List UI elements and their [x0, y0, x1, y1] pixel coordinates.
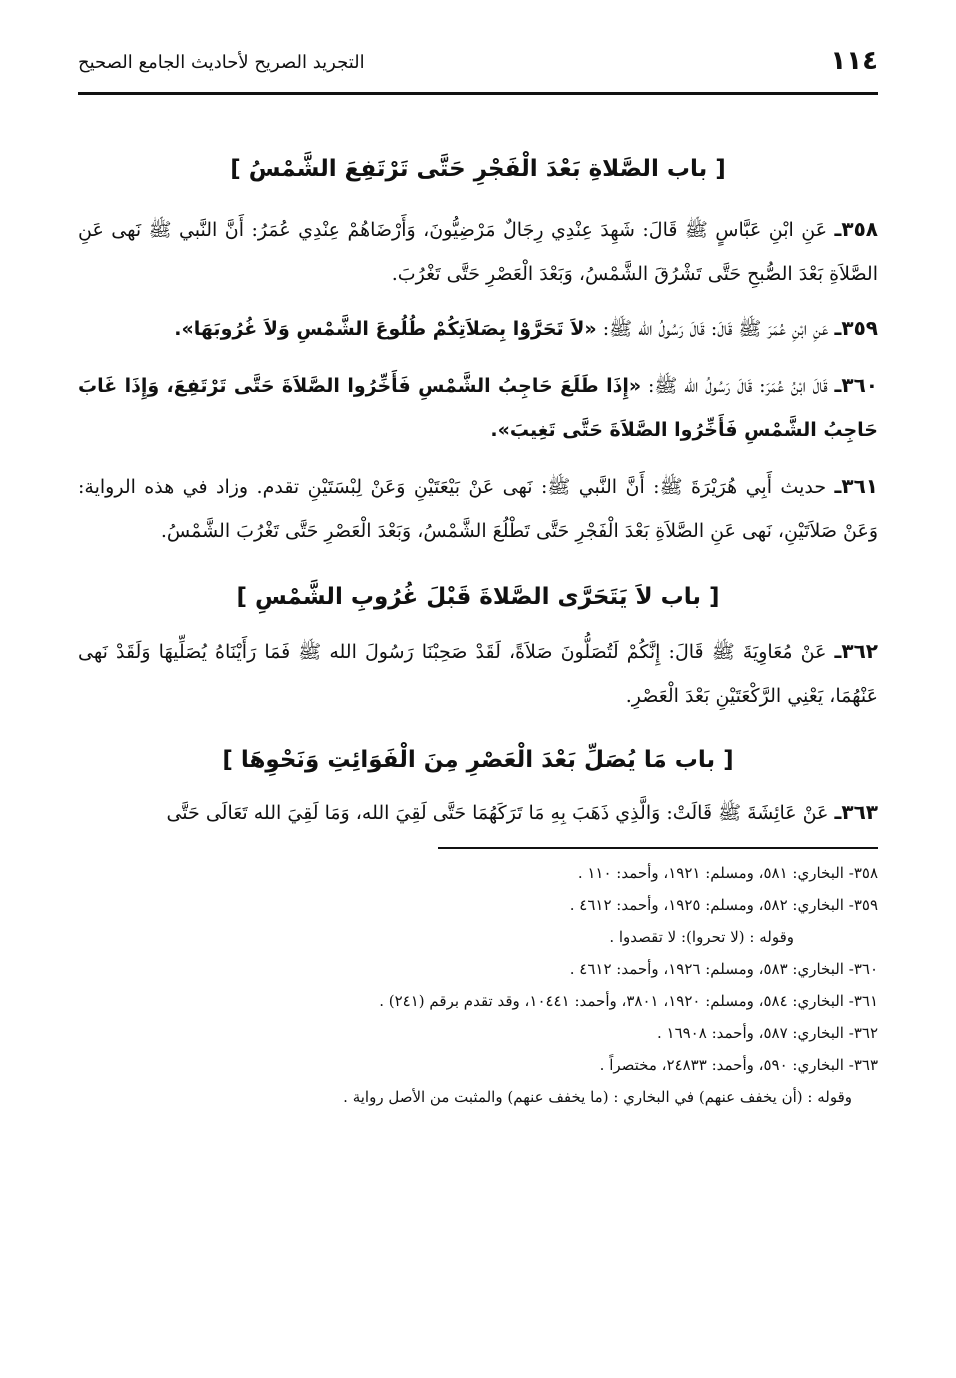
footnote: ٣٥٨- البخاري: ٥٨١، ومسلم: ١٩٢١، وأحمد: ١١٠ . [577, 864, 878, 882]
hadith-text: عَنْ عَائِشَةَ ﷺ قَالَتْ: وَالَّذِي ذَهَبَ بِهِ مَا تَرَكَهُمَا حَتَّى لَقِيَ الله، وَمَا لَقِيَ الله تَعَالَى حَتَّى [166, 802, 829, 824]
hadith-text: حديث أَبِي هُرَيْرَةَ ﷺ: أَنَّ النَّبي ﷺ: نَهى عَنْ بَيْعَتَيْنِ وَعَنْ لِبْسَتَيْنِ تقدم. وزاد في هذه الرواية: وَعَنْ صَلاَتَيْنِ، نَهى عَنِ الصَّلاَةِ بَعْدَ الْفَجْرِ حَتَّى تَطْلُعَ الشَّمْسُ، وَبَعْدَ الْعَصْرِ حَتَّى تَغْرُبَ الشَّمْسُ. [78, 476, 878, 542]
footnote: ٣٦٠- البخاري: ٥٨٣، ومسلم: ١٩٢٦، وأحمد: ٤٦١٢ . [569, 960, 878, 978]
hadith-text: عَنْ مُعَاوِيَةَ ﷺ قَالَ: إِنَّكُمْ لَتُصَلُّونَ صَلاَةً، لَقَدْ صَحِبْنَا رَسُولَ الله ﷺ فَمَا رَأَيْنَاهُ يُصَلِّيهَا وَلَقَدْ نَهى عَنْهُمَا، يَعْنِي الرَّكْعَتَيْنِ بَعْدَ الْعَصْرِ. [78, 641, 878, 707]
hadith-text: عَنِ ابْنِ عَبَّاسٍ ﷺ قَالَ: شَهِدَ عِنْدِي رِجَالٌ مَرْضِيُّونَ، وَأَرْضَاهُمْ عِنْدِي عُمَرُ: أَنَّ النَّبي ﷺ نَهى عَنِ الصَّلاَةِ بَعْدَ الصُّبحِ حَتَّى تَشْرُقَ الشَّمْسُ، وَبَعْدَ الْعَصْرِ حَتَّى تَغْرُبَ. [78, 219, 878, 285]
hadith-362 [78, 629, 878, 718]
running-title: التجريد الصريح لأحاديث الجامع الصحيح [78, 52, 365, 73]
hadith-358 [78, 207, 878, 296]
footnote: ٣٦٣- البخاري: ٥٩٠، وأحمد: ٢٤٨٣٣، مختصراً . [599, 1056, 878, 1074]
hadith-number: ٣٥٩ـ [834, 316, 878, 340]
prophetic-quote: «لاَ تَحَرَّوْا بِصَلاَتِكُمْ طُلُوعَ الشَّمْسِ وَلاَ غُرُوبَهَا». [174, 318, 597, 340]
hadith-number: ٣٦٢ـ [834, 639, 878, 663]
footnote: ٣٦١- البخاري: ٥٨٤، ومسلم: ١٩٢٠، ٣٨٠١، وأحمد: ١٠٤٤١، وقد تقدم برقم (٢٤١) . [379, 992, 878, 1010]
footnote: ٣٦٢- البخاري: ٥٨٧، وأحمد: ١٦٩٠٨ . [656, 1024, 878, 1042]
chapter-heading: [ باب مَا يُصَلِّ بَعْدَ الْعَصْرِ مِنَ الْفَوَائِتِ وَنَحْوِهَا ] [222, 747, 734, 773]
hadith-text: عَنِ ابْنِ عُمَرَ ﷺ قَالَ: قَالَ رَسُولُ الله ﷺ: [602, 318, 829, 340]
chapter-heading: [ باب الصَّلاةِ بَعْدَ الْفَجْرِ حَتَّى تَرْتَفِعَ الشَّمْسُ ] [230, 156, 726, 182]
chapter-heading: [ باب لاَ يَتَحَرَّى الصَّلاةَ قَبْلَ غُرُوبِ الشَّمْسِ ] [236, 584, 720, 610]
hadith-number: ٣٦١ـ [834, 474, 878, 498]
hadith-360 [78, 363, 878, 452]
hadith-number: ٣٦٠ـ [834, 373, 879, 397]
hadith-number: ٣٥٨ـ [834, 217, 878, 241]
page-number: ١١٤ [830, 46, 878, 76]
hadith-number: ٣٦٣ـ [834, 800, 878, 824]
hadith-361 [78, 464, 878, 553]
running-header [78, 40, 878, 95]
prophetic-quote: «إِذَا طَلَعَ حَاجِبُ الشَّمْسِ فَأَخِّرُوا الصَّلاَةَ حَتَّى تَرْتَفِعَ، وَإِذَا غَابَ حَاجِبُ الشَّمْسِ فَأَخِّرُوا الصَّلاَةَ حَتَّى تَغِيبَ». [78, 375, 878, 441]
footnote-divider [438, 847, 878, 849]
hadith-363 [78, 790, 878, 835]
footnote-note: وقوله : (لا تحروا): لا تقصدوا . [609, 928, 794, 946]
hadith-text: قَالَ ابْنُ عُمَرَ: قَالَ رَسُولُ الله ﷺ: [647, 375, 828, 397]
hadith-359 [78, 306, 878, 351]
footnotes [78, 847, 878, 1113]
footnote: ٣٥٩- البخاري: ٥٨٢، ومسلم: ١٩٢٥، وأحمد: ٤٦١٢ . [569, 896, 878, 914]
footnote-note: وقوله : (أن يخفف عنهم) في البخاري : (ما يخفف عنهم) والمثبت من الأصل رواية . [343, 1088, 852, 1106]
book-page [78, 40, 878, 1360]
